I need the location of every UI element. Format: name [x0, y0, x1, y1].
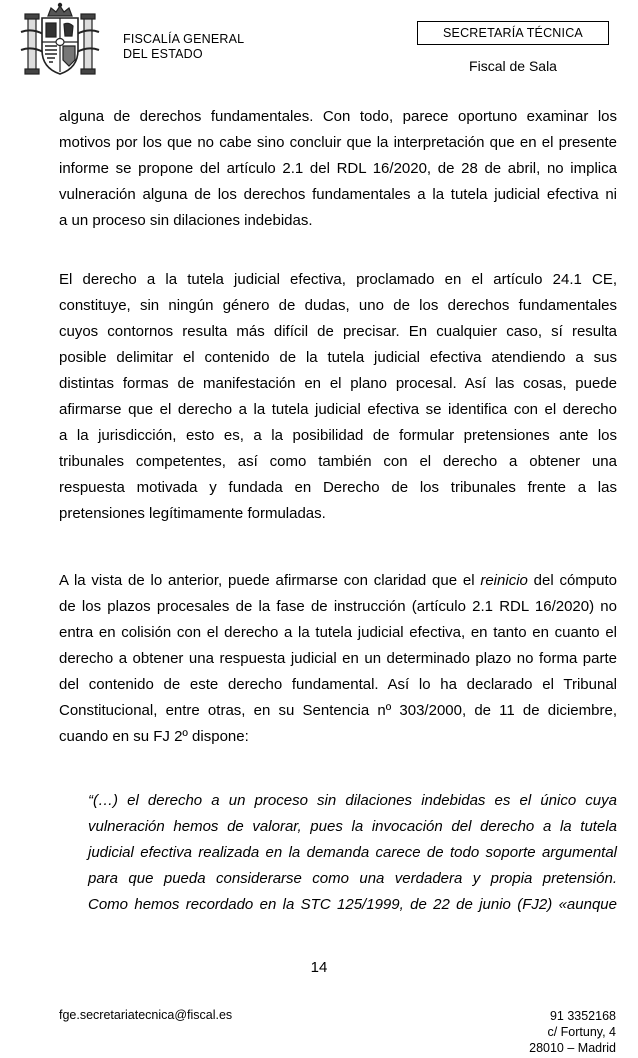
- text-line: derecho a obtener una respuesta judicial en un determinado plazo no forma parte: [59, 650, 617, 667]
- text-line: constituye, sin ningún género de dudas, uno de los derechos fundamentales: [59, 297, 617, 314]
- coat-of-arms-icon: [15, 2, 105, 82]
- text-line: tribunales competentes, así como también con el derecho a obtener una: [59, 453, 617, 470]
- paragraph-1: [59, 104, 617, 234]
- text-line: El derecho a la tutela judicial efectiva, proclamado en el artículo 24.1 CE,: [59, 271, 617, 288]
- footer-phone: 91 3352168: [549, 1009, 616, 1023]
- paragraph-2: [59, 267, 617, 527]
- paragraph-3: [59, 568, 617, 750]
- italic-term: reinicio: [480, 572, 528, 589]
- text-line: vulneración alguna de los derechos fundamentales a la tutela judicial efectiva ni: [59, 186, 617, 203]
- text-line: motivos por los que no cabe sino concluir que la interpretación que en el presente: [59, 134, 617, 151]
- quote-line: judicial efectiva realizada en la demanda carece de todo soporte argumental: [88, 844, 617, 861]
- page-number: 14: [310, 959, 328, 976]
- text-line: entra en colisión con el derecho a la tutela judicial efectiva, en tanto en cuanto el: [59, 624, 617, 641]
- text-line: afirmarse que el derecho a la tutela judicial efectiva se identifica con el derecho: [59, 401, 617, 418]
- text-line: a la jurisdicción, esto es, a la posibilidad de formular pretensiones ante los: [59, 427, 617, 444]
- organization-name: [123, 32, 244, 62]
- footer-email[interactable]: fge.secretariatecnica@fiscal.es: [59, 1008, 233, 1022]
- text-line: del contenido de este derecho fundamental. Así lo ha declarado el Tribunal: [59, 676, 617, 693]
- department-box: SECRETARÍA TÉCNICA: [417, 21, 609, 45]
- text-line: [59, 568, 617, 594]
- quote-line: “(…) el derecho a un proceso sin dilaciones indebidas es el único cuya: [88, 792, 617, 809]
- org-line-2: DEL ESTADO: [123, 47, 203, 61]
- block-quote: [88, 788, 617, 918]
- footer-city: 28010 – Madrid: [529, 1041, 616, 1055]
- org-line-1: FISCALÍA GENERAL: [123, 32, 245, 46]
- text-line: Constitucional, entre otras, en su Sentencia nº 303/2000, de 11 de diciembre,: [59, 702, 617, 719]
- footer-street: c/ Fortuny, 4: [547, 1025, 616, 1039]
- text-line: respuesta motivada y fundada en Derecho de los tribunales frente a las: [59, 479, 617, 496]
- text-line: alguna de derechos fundamentales. Con todo, parece oportuno examinar los: [59, 108, 617, 125]
- text-line: a un proceso sin dilaciones indebidas.: [59, 212, 313, 229]
- text-run: del cómputo: [527, 572, 617, 589]
- text-line: informe se propone del artículo 2.1 del RDL 16/2020, de 28 de abril, no implica: [59, 160, 617, 177]
- footer-address: [529, 1008, 616, 1056]
- text-line: posible delimitar el contenido de la tutela judicial efectiva atendiendo a sus: [59, 349, 617, 366]
- text-line: cuando en su FJ 2º dispone:: [59, 728, 249, 745]
- text-line: distintas formas de manifestación en el plano procesal. Así las cosas, puede: [59, 375, 617, 392]
- quote-line: para que pueda considerarse como una verdadera y propia pretensión.: [88, 870, 617, 887]
- text-run: A la vista de lo anterior, puede afirmarse con claridad que el: [59, 572, 481, 589]
- text-line: cuyos contornos resulta más difícil de precisar. En cualquier caso, sí resulta: [59, 323, 617, 340]
- quote-line: Como hemos recordado en la STC 125/1999, de 22 de junio (FJ2) «aunque: [88, 896, 617, 913]
- text-line: de los plazos procesales de la fase de instrucción (artículo 2.1 RDL 16/2020) no: [59, 598, 617, 615]
- role-label: Fiscal de Sala: [469, 58, 557, 74]
- text-line: pretensiones legítimamente formuladas.: [59, 505, 326, 522]
- quote-line: vulneración hemos de valorar, pues la invocación del derecho a la tutela: [88, 818, 617, 835]
